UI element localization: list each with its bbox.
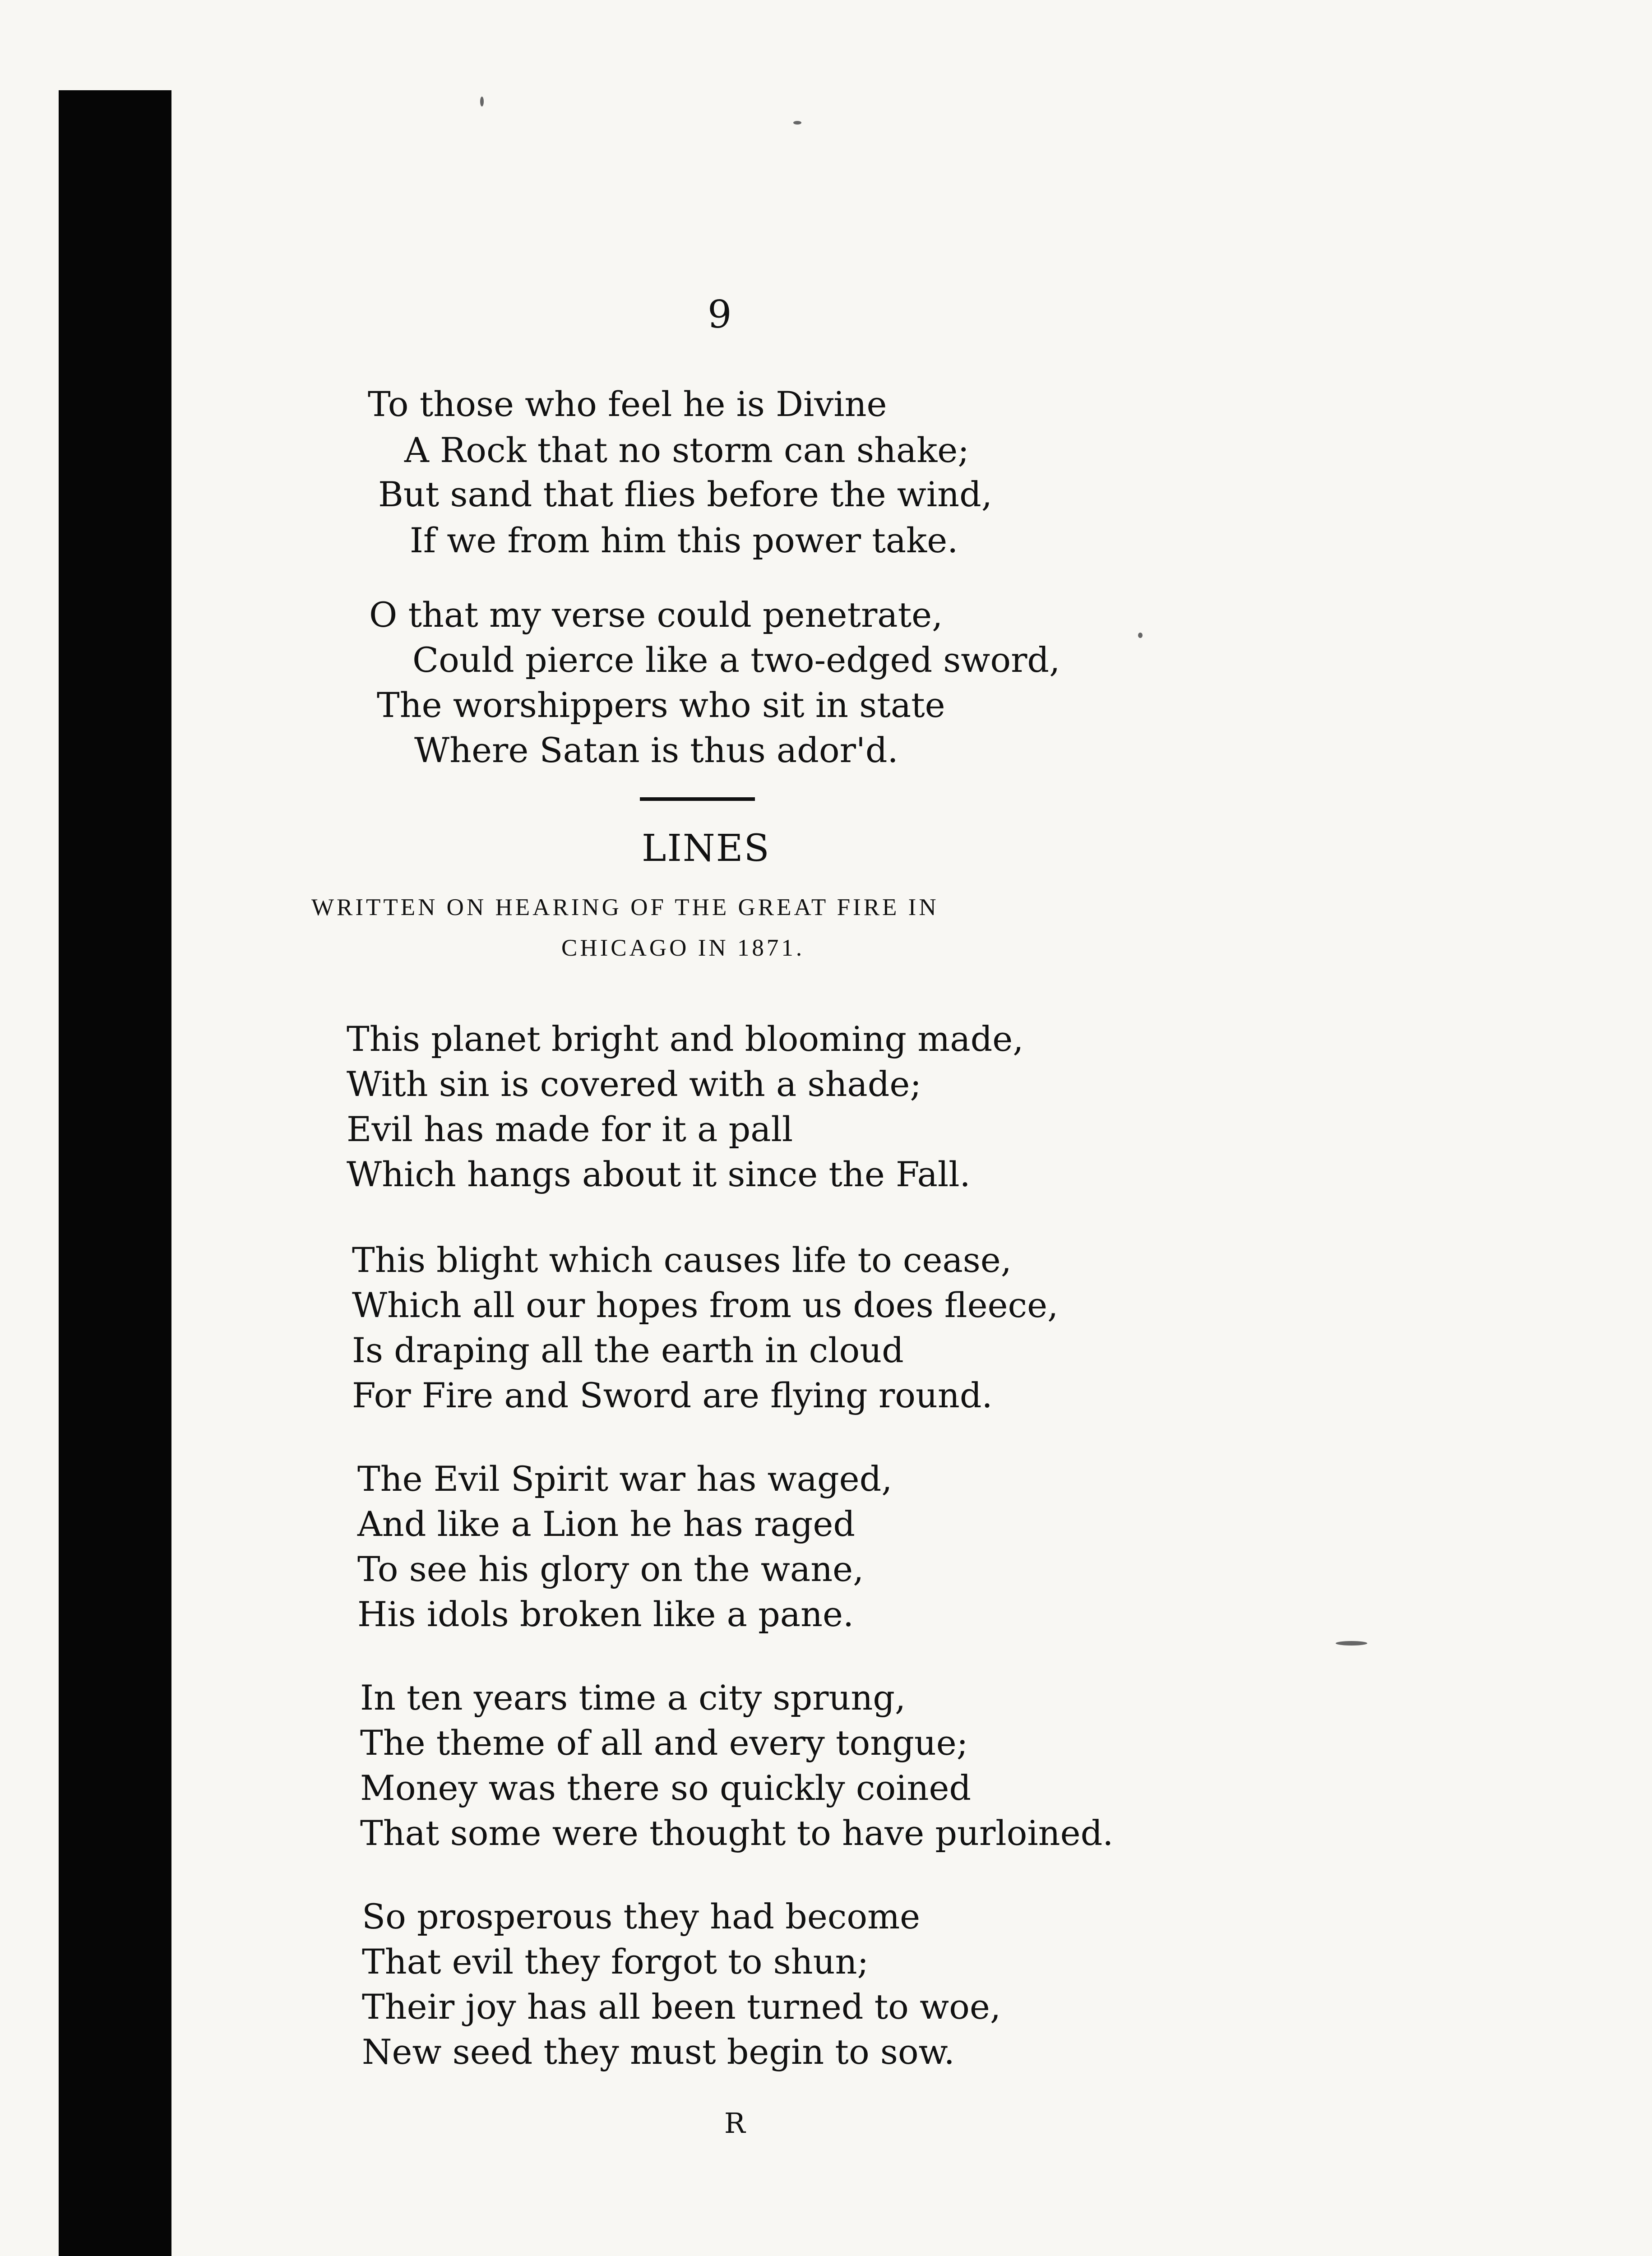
verse-line: Which hangs about it since the Fall.: [347, 1154, 971, 1194]
verse-line: So prosperous they had become: [362, 1896, 921, 1937]
poem-subtitle-line-2: CHICAGO IN 1871.: [561, 935, 805, 961]
binding-shadow: [59, 90, 171, 2256]
verse-line: A Rock that no storm can shake;: [404, 430, 969, 470]
verse-line: And like a Lion he has raged: [357, 1504, 855, 1544]
verse-line: To see his glory on the wane,: [357, 1549, 864, 1589]
verse-line: New seed they must begin to sow.: [362, 2032, 955, 2072]
verse-line: That some were thought to have purloined.: [360, 1813, 1114, 1853]
verse-line: This blight which causes life to cease,: [352, 1240, 1012, 1280]
verse-line: Money was there so quickly coined: [360, 1768, 972, 1808]
section-divider: [640, 797, 755, 801]
verse-line: This planet bright and blooming made,: [347, 1019, 1024, 1059]
verse-line: His idols broken like a pane.: [357, 1594, 854, 1634]
signature-mark: R: [724, 2107, 745, 2140]
verse-line: In ten years time a city sprung,: [360, 1678, 906, 1718]
verse-line: To those who feel he is Divine: [368, 384, 887, 424]
verse-line: If we from him this power take.: [410, 520, 958, 560]
page-speck: [793, 121, 801, 125]
verse-line: With sin is covered with a shade;: [347, 1064, 921, 1104]
verse-line: Which all our hopes from us does fleece,: [352, 1285, 1059, 1325]
page-speck: [480, 97, 484, 106]
verse-line: But sand that flies before the wind,: [378, 474, 992, 514]
verse-line: That evil they forgot to shun;: [362, 1942, 869, 1982]
verse-line: Could pierce like a two-edged sword,: [412, 640, 1060, 680]
page-number: 9: [708, 292, 732, 337]
verse-line: Is draping all the earth in cloud: [352, 1330, 904, 1370]
verse-line: Evil has made for it a pall: [347, 1109, 793, 1149]
poem-subtitle-line-1: WRITTEN ON HEARING OF THE GREAT FIRE IN: [311, 894, 939, 920]
verse-line: Their joy has all been turned to woe,: [362, 1987, 1001, 2027]
verse-line: For Fire and Sword are flying round.: [352, 1375, 993, 1415]
verse-line: The Evil Spirit war has waged,: [357, 1459, 893, 1499]
verse-line: Where Satan is thus ador'd.: [414, 730, 898, 770]
page-speck: [1336, 1641, 1367, 1646]
verse-line: The theme of all and every tongue;: [360, 1723, 968, 1763]
verse-line: O that my verse could penetrate,: [369, 595, 943, 635]
verse-line: The worshippers who sit in state: [377, 685, 945, 725]
page-speck: [1138, 633, 1143, 638]
poem-title: LINES: [642, 827, 770, 870]
